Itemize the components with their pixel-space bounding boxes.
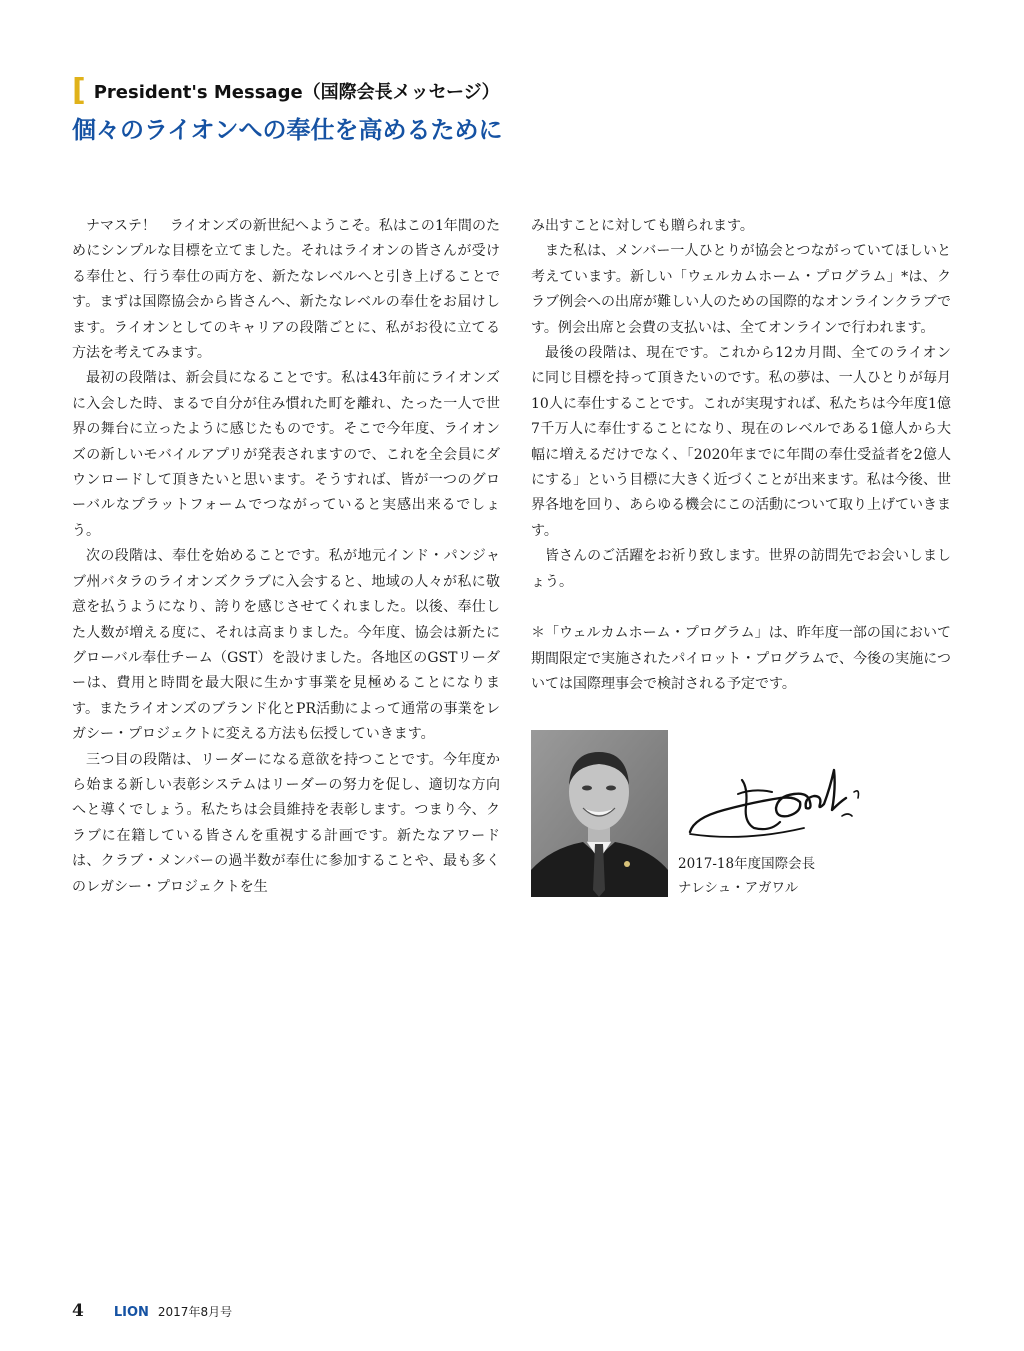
page-footer [72, 1301, 232, 1321]
kicker-text: President's Message（国際会長メッセージ） [93, 82, 500, 103]
president-title: 2017-18年度国際会長 [678, 856, 816, 872]
body-paragraph: ナマステ！ ライオンズの新世紀へようこそ。私はこの1年間のためにシンプルな目標を立てました。それはライオンの皆さんが受ける奉仕と、行う奉仕の両方を、新たなレベルへと引き上げることです。まずは国際協会から皆さんへ、新たなレベルの奉仕をお届けします。ライオンとしてのキャリアの段階ごとに、私がお役に立てる方法を考えてみます。 [72, 218, 500, 362]
magazine-brand: LION [113, 1305, 149, 1320]
body-paragraph: また私は、メンバー一人ひとりが協会とつながっていてほしいと考えています。新しい「ウェルカムホーム・プログラム」*は、クラブ例会への出席が難しい人のための国際的なオンラインクラブです。例会出席と会費の支払いは、全てオンラインで行われます。 [531, 243, 951, 336]
body-paragraph-continued: み出すことに対しても贈られます。 [531, 218, 754, 234]
body-paragraph: 次の段階は、奉仕を始めることです。私が地元インド・パンジャブ州バタラのライオンズクラブに入会すると、地域の人々が私に敬意を払うようになり、誇りを感じさせてくれました。以後、奉仕した人数が増える度に、それは高まりました。今年度、協会は新たにグローバル奉仕チーム（GST）を設けました。各地区のGSTリーダーは、費用と時間を最大限に生かす事業を見極めることになります。またライオンズのブランド化とPR活動によって通常の事業をレガシー・プロジェクトに変える方法も伝授していきます。 [72, 548, 500, 743]
body-paragraph: 三つ目の段階は、リーダーになる意欲を持つことです。今年度から始まる新しい表彰システムはリーダーの努力を促し、適切な方向へと導くでしょう。私たちは会員維持を表彰します。つまり今、クラブに在籍している皆さんを重視する計画です。新たなアワードは、クラブ・メンバーの過半数が奉仕に参加することや、最も多くのレガシー・プロジェクトを生 [72, 751, 500, 895]
body-paragraph: 最初の段階は、新会員になることです。私は43年前にライオンズに入会した時、まるで自分が住み慣れた町を離れ、たった一人で世界の舞台に立ったように感じたものです。そこで今年度、ライオンズの新しいモバイルアプリが発表されますので、これを全会員にダウンロードして頂きたいと思います。そうすれば、皆が一つのグローバルなプラットフォームでつながっていると実感出来るでしょう。 [72, 370, 500, 539]
article-header [72, 74, 952, 145]
text-column-right [531, 214, 951, 697]
president-portrait [531, 730, 668, 897]
signature [684, 758, 874, 850]
president-name: ナレシュ・アガワル [678, 880, 799, 896]
portrait-image [531, 730, 668, 897]
section-kicker [72, 74, 952, 108]
body-paragraph: 皆さんのご活躍をお祈り致します。世界の訪問先でお会いしましょう。 [531, 548, 951, 590]
body-paragraph: 最後の段階は、現在です。これから12カ月間、全てのライオンに同じ目標を持って頂きたいのです。私の夢は、一人ひとりが毎月10人に奉仕することです。これが実現すれば、私たちは今年度1億7千万人に奉仕することになり、現在のレベルである1億人から大幅に増えるだけでなく、「2020年までに年間の奉仕受益者を2億人にする」という目標に大きく近づくことが出来ます。私は今後、世界各地を回り、あらゆる機会にこの活動について取り上げていきます。 [531, 345, 951, 539]
signature-image [684, 758, 874, 850]
signature-caption [678, 852, 815, 900]
issue-date: 2017年8月号 [157, 1305, 233, 1319]
text-column-left [72, 214, 500, 900]
page-number: 4 [72, 1301, 84, 1321]
article-headline: 個々のライオンへの奉仕を高めるために [72, 116, 503, 144]
bracket-mark: [ [72, 73, 86, 108]
footnote: ＊「ウェルカムホーム・プログラム」は、昨年度一部の国において期間限定で実施されたパイロット・プログラムで、今後の実施については国際理事会で検討される予定です。 [531, 625, 951, 692]
